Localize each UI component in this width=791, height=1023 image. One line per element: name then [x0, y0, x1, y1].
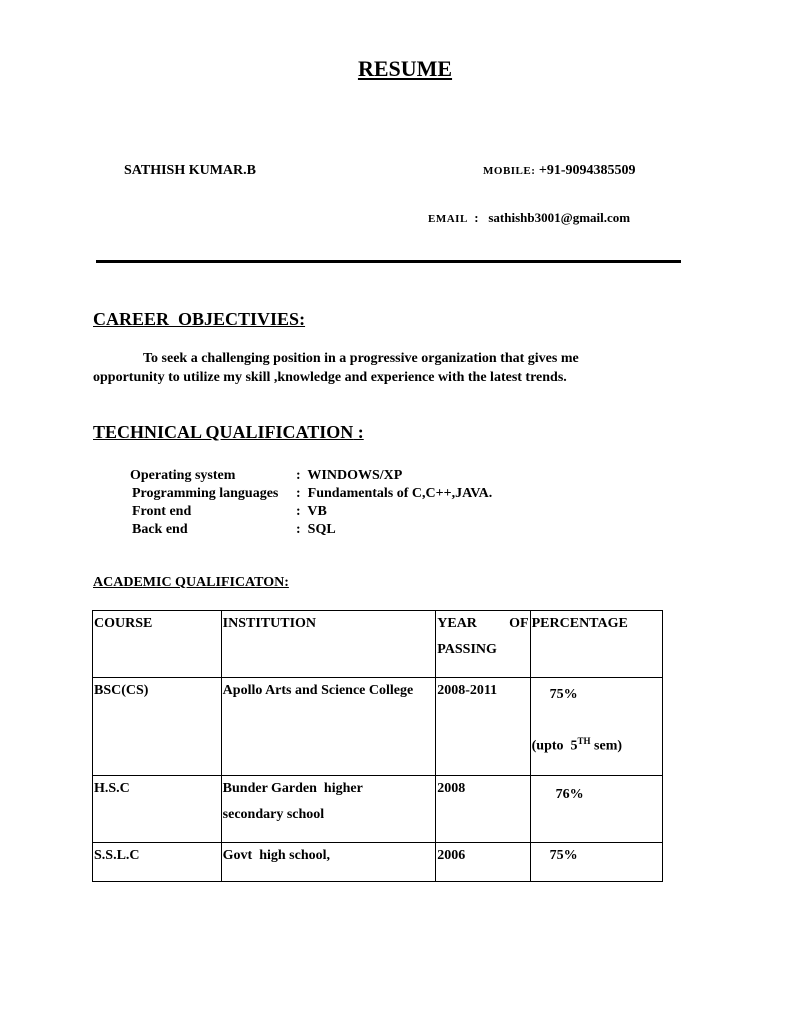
header-divider — [96, 260, 681, 263]
email-label: EMAIL — [428, 213, 468, 225]
percentage-value: 76% — [555, 787, 584, 802]
col-year — [436, 611, 530, 678]
table-row — [93, 843, 663, 882]
mobile-label: MOBILE: — [483, 165, 536, 177]
tech-heading-text: TECHNICAL QUALIFICATION — [93, 422, 354, 442]
tq-value: : Fundamentals of C,C++,JAVA. — [296, 486, 493, 501]
note-sup: TH — [577, 736, 591, 746]
col-year-a: YEAR — [437, 616, 477, 631]
career-objectives-heading — [93, 309, 305, 330]
tq-label: Programming languages — [132, 486, 279, 501]
page-title: RESUME — [357, 56, 453, 81]
cell-year: 2008 — [436, 776, 530, 843]
academic-qualification-heading: ACADEMIC QUALIFICATON: — [93, 575, 289, 590]
note-text-end: sem) — [590, 738, 623, 754]
cell-percentage — [530, 776, 662, 843]
career-objective-body: To seek a challenging position in a progressive organization that gives me opportunity to utilize my skill ,knowledge and experience with the latest trends. — [93, 351, 579, 385]
cell-course: BSC(CS) — [93, 678, 222, 776]
tq-value: : WINDOWS/XP — [296, 468, 403, 483]
tech-heading-colon: : — [353, 422, 364, 442]
tq-label: Back end — [132, 522, 188, 537]
cell-institution: Apollo Arts and Science College — [221, 678, 436, 776]
institution-line: Bunder Garden higher — [222, 781, 363, 796]
candidate-name: SATHISH KUMAR.B — [124, 163, 256, 178]
table-row — [93, 776, 663, 843]
cell-year: 2008-2011 — [436, 678, 530, 776]
percentage-value: 75% — [549, 687, 578, 702]
col-year-b: OF — [509, 616, 529, 631]
cell-institution — [221, 776, 436, 843]
tq-value: : VB — [296, 504, 327, 519]
mobile-contact — [483, 163, 636, 179]
cell-percentage — [530, 843, 662, 882]
percentage-note — [532, 708, 661, 760]
email-separator: : — [474, 210, 479, 225]
email-contact — [428, 210, 630, 226]
percentage-value: 75% — [549, 848, 578, 863]
col-year-c: PASSING — [437, 642, 497, 657]
cell-year: 2006 — [436, 843, 530, 882]
note-text: (upto 5 — [531, 738, 578, 754]
institution-line: secondary school — [222, 807, 325, 822]
cell-course: H.S.C — [93, 776, 222, 843]
email-value: sathishb3001@gmail.com — [488, 210, 631, 225]
table-row — [93, 678, 663, 776]
mobile-value: +91-9094385509 — [538, 163, 636, 178]
cell-percentage — [530, 678, 662, 776]
table-header-row — [93, 611, 663, 678]
col-course: COURSE — [93, 611, 222, 678]
career-objective-text — [93, 349, 653, 387]
col-percentage: PERCENTAGE — [530, 611, 662, 678]
cell-course: S.S.L.C — [93, 843, 222, 882]
tq-label: Operating system — [130, 468, 236, 483]
career-heading-text: CAREER OBJECTIVIES — [93, 309, 300, 329]
cell-institution: Govt high school, — [221, 843, 436, 882]
career-heading-colon: : — [299, 309, 306, 329]
col-institution: INSTITUTION — [221, 611, 436, 678]
tq-label: Front end — [132, 504, 192, 519]
tq-value: : SQL — [296, 522, 336, 537]
academic-table — [92, 610, 663, 882]
technical-qualification-heading — [93, 422, 364, 443]
